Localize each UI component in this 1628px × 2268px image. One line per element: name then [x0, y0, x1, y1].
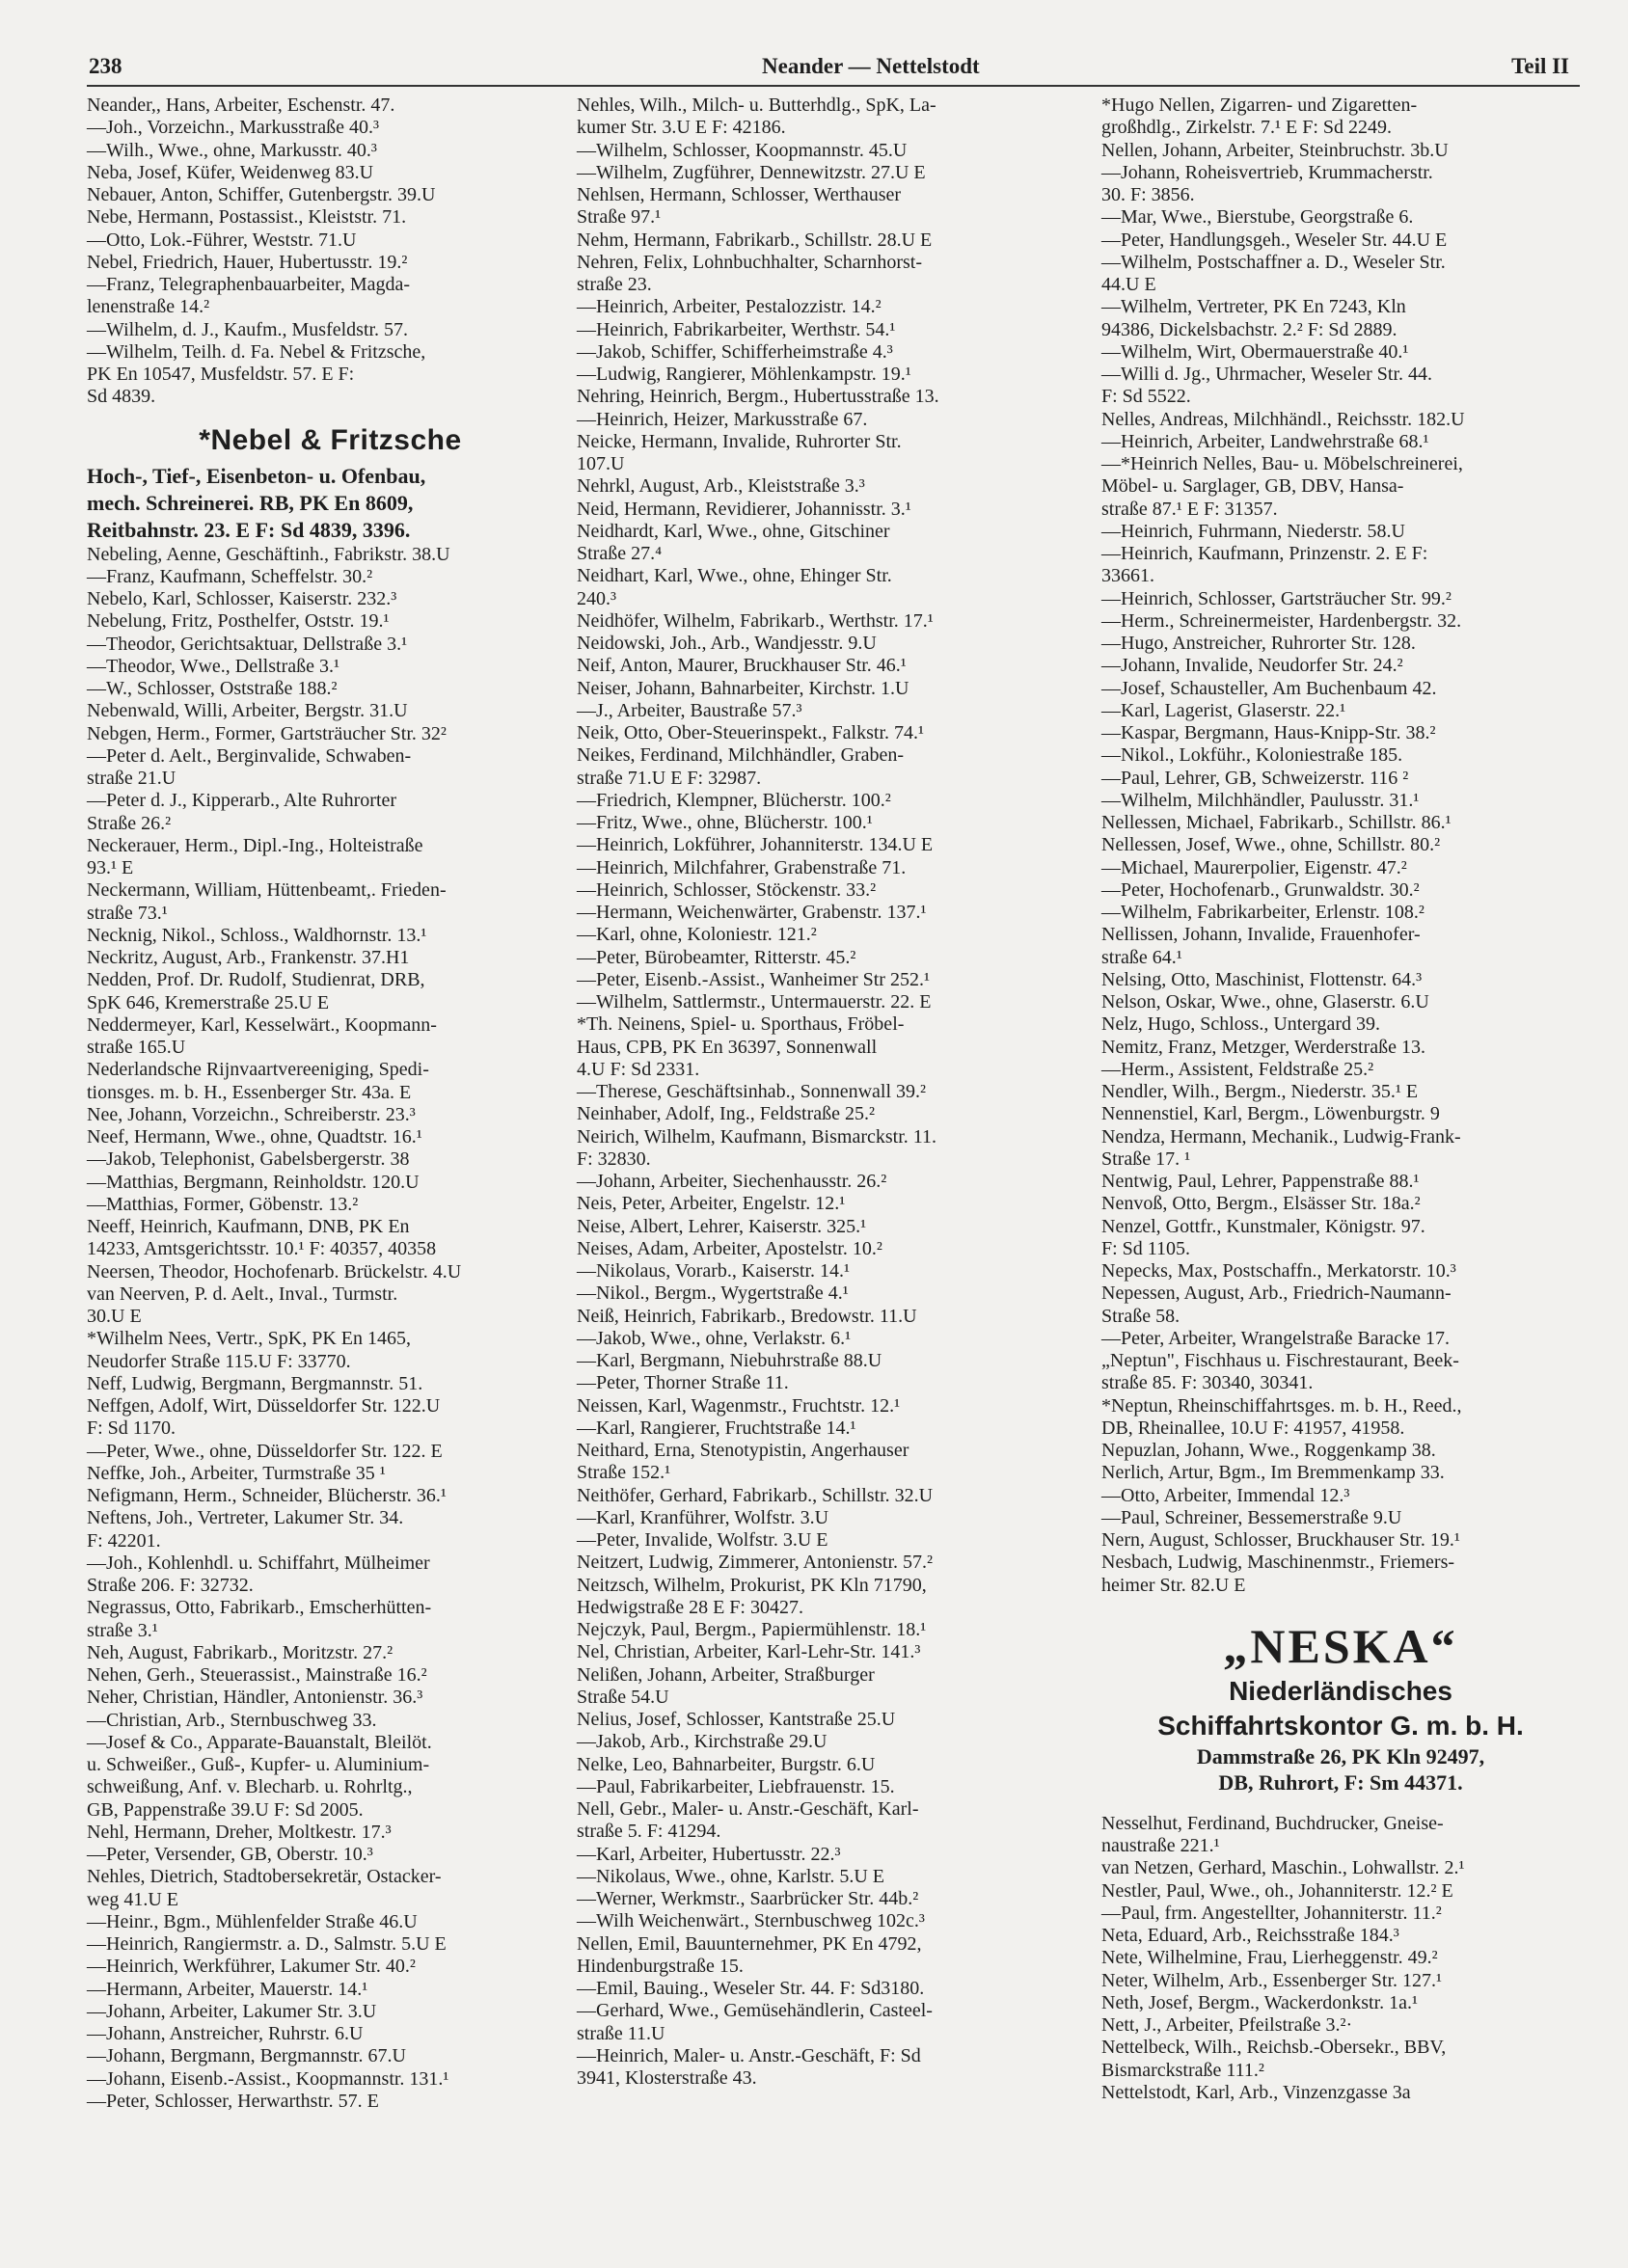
entry-line: Nete, Wilhelmine, Frau, Lierheggenstr. 49.²	[1101, 1947, 1438, 1969]
entry-line: —Christian, Arb., Sternbuschweg 33.	[87, 1709, 377, 1731]
entry-line: —Theodor, Gerichtsaktuar, Dellstraße 3.¹	[87, 633, 408, 655]
entry-line: Nehring, Heinrich, Bergm., Hubertusstraße 13.	[577, 386, 939, 408]
entry-line: *Wilhelm Nees, Vertr., SpK, PK En 1465,	[87, 1328, 412, 1350]
header-rule	[87, 85, 1580, 87]
entry-line: Nettelbeck, Wilh., Reichsb.-Obersekr., BBV,	[1101, 2037, 1447, 2059]
entry-line: —Otto, Arbeiter, Immendal 12.³	[1101, 1484, 1350, 1506]
entry-line: Nepuzlan, Johann, Wwe., Roggenkamp 38.	[1101, 1440, 1436, 1461]
entry-line: —Wilhelm, Milchhändler, Paulusstr. 31.¹	[1101, 789, 1420, 811]
entry-line: 4.U F: Sd 2331.	[577, 1058, 700, 1080]
entry-line: —Jakob, Schiffer, Schifferheimstraße 4.³	[577, 340, 893, 363]
entry-line: —Peter, Thorner Straße 11.	[577, 1372, 789, 1394]
entry-line: Nepecks, Max, Postschaffn., Merkatorstr. 10.³	[1101, 1260, 1456, 1282]
entry-line: Nebeling, Aenne, Geschäftinh., Fabrikstr. 38.U	[87, 543, 450, 565]
entry-line: —*Heinrich Nelles, Bau- u. Möbelschreinerei,	[1101, 453, 1463, 474]
entry-line: 93.¹ E	[87, 857, 134, 878]
entry-line: —Peter, Invalide, Wolfstr. 3.U E	[577, 1529, 828, 1551]
entry-line: Nehles, Wilh., Milch- u. Butterhdlg., SpK, La-	[577, 94, 936, 116]
entry-line: Nebauer, Anton, Schiffer, Gutenbergstr. 39.U	[87, 184, 436, 205]
entry-line: —Heinrich, Arbeiter, Pestalozzistr. 14.²	[577, 296, 882, 318]
entry-line: Nett, J., Arbeiter, Pfeilstraße 3.²·	[1101, 2014, 1353, 2036]
entry-line: Nehrkl, August, Arb., Kleiststraße 3.³	[577, 475, 865, 498]
entry-line: —Johann, Arbeiter, Lakumer Str. 3.U	[87, 2000, 377, 2022]
entry-line: —Otto, Lok.-Führer, Weststr. 71.U	[87, 229, 357, 251]
entry-line: —Wilhelm, Schlosser, Koopmannstr. 45.U	[577, 139, 908, 161]
entry-line: Nehles, Dietrich, Stadtobersekretär, Ostacker-	[87, 1866, 442, 1888]
entry-line: straße 5. F: 41294.	[577, 1821, 721, 1843]
entry-line: schweißung, Anf. v. Blecharb. u. Rohrltg.,	[87, 1776, 413, 1798]
entry-line: —Matthias, Bergmann, Reinholdstr. 120.U	[87, 1171, 420, 1193]
entry-line: —Nikol., Lokführ., Koloniestraße 185.	[1101, 744, 1403, 767]
entry-line: Nellessen, Josef, Wwe., ohne, Schillstr. 80.²	[1101, 834, 1441, 856]
entry-line: —Ludwig, Rangierer, Möhlenkampstr. 19.¹	[577, 364, 911, 385]
entry-line: F: Sd 5522.	[1101, 386, 1191, 408]
entry-line: Nehl, Hermann, Dreher, Moltkestr. 17.³	[87, 1821, 392, 1843]
entry-line: Neitzsch, Wilhelm, Prokurist, PK Kln 71790,	[577, 1574, 927, 1596]
column-1	[87, 94, 574, 2113]
entry-line: 44.U E	[1101, 274, 1156, 295]
entry-line: —Joh., Kohlenhdl. u. Schiffahrt, Mülheimer	[87, 1552, 430, 1574]
entry-line: Neftens, Joh., Vertreter, Lakumer Str. 34.	[87, 1507, 404, 1529]
entry-line: straße 11.U	[577, 2022, 665, 2044]
entry-line: Nelz, Hugo, Schloss., Untergard 39.	[1101, 1013, 1381, 1036]
entry-line: —Heinrich, Schlosser, Stöckenstr. 33.²	[577, 878, 877, 901]
entry-line: Straße 58.	[1101, 1305, 1180, 1327]
entry-line: 30.U E	[87, 1306, 142, 1327]
entry-line: Nebe, Hermann, Postassist., Kleiststr. 71.	[87, 206, 407, 229]
entry-line: Nee, Johann, Vorzeichn., Schreiberstr. 23.³	[87, 1103, 416, 1125]
entry-line: straße 85. F: 30340, 30341.	[1101, 1372, 1314, 1394]
entry-line: Nehen, Gerh., Steuerassist., Mainstraße 16.²	[87, 1664, 427, 1686]
entry-line: Nellessen, Michael, Fabrikarb., Schillstr. 86.¹	[1101, 812, 1452, 833]
entry-line: Neissen, Karl, Wagenmstr., Fruchtstr. 12.¹	[577, 1394, 901, 1417]
entry-line: —Johann, Roheisvertrieb, Krummacherstr.	[1101, 161, 1433, 183]
entry-line: SpK 646, Kremerstraße 25.U E	[87, 991, 330, 1013]
entry-line: Nennenstiel, Karl, Bergm., Löwenburgstr. 9	[1101, 1103, 1440, 1125]
entry-line: großhdlg., Zirkelstr. 7.¹ E F: Sd 2249.	[1101, 117, 1392, 139]
entry-line: —Johann, Invalide, Neudorfer Str. 24.²	[1101, 655, 1403, 677]
entry-line: —Karl, Bergmann, Niebuhrstraße 88.U	[577, 1350, 882, 1371]
entry-line: —Nikol., Bergm., Wygertstraße 4.¹	[577, 1282, 849, 1305]
entry-line: naustraße 221.¹	[1101, 1835, 1220, 1856]
entry-line: Nettelstodt, Karl, Arb., Vinzenzgasse 3a	[1101, 2081, 1411, 2103]
entry-line: Nelson, Oskar, Wwe., ohne, Glaserstr. 6.U	[1101, 991, 1429, 1012]
entry-line: —Werner, Werkmstr., Saarbrücker Str. 44b.²	[577, 1888, 919, 1909]
entry-line: —Paul, Lehrer, GB, Schweizerstr. 116 ²	[1101, 767, 1409, 789]
entry-line: straße 165.U	[87, 1037, 186, 1058]
entry-line: —Heinrich, Fuhrmann, Niederstr. 58.U	[1101, 520, 1405, 542]
entry-line: DB, Rheinallee, 10.U F: 41957, 41958.	[1101, 1417, 1405, 1439]
entry-line: Nejczyk, Paul, Bergm., Papiermühlenstr. 18.¹	[577, 1619, 927, 1640]
entry-line: PK En 10547, Musfeldstr. 57. E F:	[87, 364, 355, 385]
entry-line: —Peter, Bürobeamter, Ritterstr. 45.²	[577, 946, 856, 968]
entry-line: —Karl, Kranführer, Wolfstr. 3.U	[577, 1506, 829, 1528]
entry-line: —Johann, Arbeiter, Siechenhausstr. 26.²	[577, 1171, 887, 1192]
entry-line: *Th. Neinens, Spiel- u. Sporthaus, Fröbel-	[577, 1013, 905, 1036]
entry-line: —Jakob, Telephonist, Gabelsbergerstr. 38	[87, 1148, 410, 1171]
entry-line: straße 23.	[577, 274, 652, 295]
page-header	[87, 48, 1577, 83]
entry-line: —Peter, Eisenb.-Assist., Wanheimer Str 252.¹	[577, 968, 930, 990]
entry-line: Neidhart, Karl, Wwe., ohne, Ehinger Str.	[577, 565, 892, 587]
entry-line: —Hermann, Arbeiter, Mauerstr. 14.¹	[87, 1978, 368, 2000]
entry-line: —Wilhelm, Wirt, Obermauerstraße 40.¹	[1101, 340, 1409, 363]
entry-line: 94386, Dickelsbachstr. 2.² F: Sd 2889.	[1101, 318, 1397, 340]
entry-line: Nestler, Paul, Wwe., oh., Johanniterstr. 12.² E	[1101, 1879, 1453, 1902]
ad-line: Schiffahrtskontor G. m. b. H.	[1157, 1710, 1524, 1741]
entry-line: *Hugo Nellen, Zigarren- und Zigaretten-	[1101, 94, 1418, 116]
entry-line: —Wilhelm, Sattlermstr., Untermauerstr. 22. E	[577, 991, 932, 1012]
entry-line: —Matthias, Former, Göbenstr. 13.²	[87, 1193, 359, 1215]
entry-line: Nedden, Prof. Dr. Rudolf, Studienrat, DRB,	[87, 969, 425, 991]
entry-line: —Jakob, Arb., Kirchstraße 29.U	[577, 1731, 828, 1753]
entry-line: —Johann, Eisenb.-Assist., Koopmannstr. 131.¹	[87, 2067, 449, 2090]
entry-line: F: Sd 1105.	[1101, 1237, 1191, 1259]
entry-line: —Kaspar, Bergmann, Haus-Knipp-Str. 38.²	[1101, 722, 1436, 743]
entry-line: —Peter, Hochofenarb., Grunwaldstr. 30.²	[1101, 878, 1420, 901]
entry-line: Nesbach, Ludwig, Maschinenmstr., Friemers-	[1101, 1552, 1455, 1574]
entry-line: —Mar, Wwe., Bierstube, Georgstraße 6.	[1101, 206, 1414, 229]
entry-line: Nellissen, Johann, Invalide, Frauenhofer-	[1101, 924, 1421, 946]
entry-line: —W., Schlosser, Oststraße 188.²	[87, 678, 338, 699]
entry-line: —Nikolaus, Wwe., ohne, Karlstr. 5.U E	[577, 1865, 885, 1887]
entry-line: —Paul, Schreiner, Bessemerstraße 9.U	[1101, 1506, 1402, 1528]
entry-line: —Karl, Arbeiter, Hubertusstr. 22.³	[577, 1843, 841, 1865]
entry-line: 30. F: 3856.	[1101, 184, 1195, 205]
entry-line: Nebgen, Herm., Former, Gartsträucher Str. 32²	[87, 722, 447, 744]
entry-line: Straße 26.²	[87, 812, 172, 834]
entry-line: —Peter d. Aelt., Berginvalide, Schwaben-	[87, 744, 412, 767]
entry-line: —Gerhard, Wwe., Gemüsehändlerin, Casteel-	[577, 2000, 933, 2022]
entry-line: —Paul, frm. Angestellter, Johanniterstr. 11.²	[1101, 1902, 1442, 1924]
entry-line: Hedwigstraße 28 E F: 30427.	[577, 1596, 803, 1618]
entry-line: —Wilhelm, Teilh. d. Fa. Nebel & Fritzsche,	[87, 340, 426, 363]
entry-line: Nederlandsche Rijnvaartvereeniging, Spedi-	[87, 1059, 429, 1081]
entry-line: —Friedrich, Klempner, Blücherstr. 100.²	[577, 789, 891, 811]
entry-line: Neises, Adam, Arbeiter, Apostelstr. 10.²	[577, 1237, 882, 1259]
entry-line: Neif, Anton, Maurer, Bruckhauser Str. 46.¹	[577, 655, 907, 677]
entry-line: Möbel- u. Sarglager, GB, DBV, Hansa-	[1101, 475, 1404, 498]
entry-line: GB, Pappenstraße 39.U F: Sd 2005.	[87, 1798, 364, 1821]
entry-line: —Wilh Weichenwärt., Sternbuschweg 102c.³	[577, 1910, 925, 1932]
entry-line: Necknig, Nikol., Schloss., Waldhornstr. 13.¹	[87, 924, 427, 946]
entry-line: Nelles, Andreas, Milchhändl., Reichsstr. 182.U	[1101, 408, 1465, 430]
entry-line: Neik, Otto, Ober-Steuerinspekt., Falkstr. 74.¹	[577, 722, 924, 743]
entry-line: F: 42201.	[87, 1529, 161, 1552]
entry-line: —Herm., Schreinermeister, Hardenbergstr. 32.	[1101, 609, 1462, 632]
entry-line: Nelius, Josef, Schlosser, Kantstraße 25.U	[577, 1709, 896, 1730]
entry-line: Neudorfer Straße 115.U F: 33770.	[87, 1350, 351, 1372]
entry-line: „Neptun", Fischhaus u. Fischrestaurant, Beek-	[1101, 1350, 1459, 1371]
entry-line: Neeff, Heinrich, Kaufmann, DNB, PK En	[87, 1216, 410, 1237]
entry-line: Neckritz, August, Arb., Frankenstr. 37.H1	[87, 947, 410, 968]
entry-line: —Franz, Kaufmann, Scheffelstr. 30.²	[87, 565, 373, 587]
entry-line: —Emil, Bauing., Weseler Str. 44. F: Sd3180.	[577, 1978, 925, 1999]
entry-line: Neiß, Heinrich, Fabrikarb., Bredowstr. 11.U	[577, 1305, 917, 1327]
entry-line: Nendza, Hermann, Mechanik., Ludwig-Frank-	[1101, 1125, 1461, 1148]
entry-line: van Neerven, P. d. Aelt., Inval., Turmstr.	[87, 1282, 398, 1305]
entry-line: lenenstraße 14.²	[87, 296, 210, 318]
entry-line: —Wilhelm, Vertreter, PK En 7243, Kln	[1101, 296, 1406, 318]
entry-line: —Heinrich, Schlosser, Gartsträucher Str. 99.²	[1101, 587, 1452, 609]
entry-line: —Heinrich, Arbeiter, Landwehrstraße 68.¹	[1101, 430, 1429, 452]
entry-line: Neckermann, William, Hüttenbeamt,. Frieden-	[87, 879, 447, 902]
entry-line: Neidhöfer, Wilhelm, Fabrikarb., Werthstr. 17.¹	[577, 609, 934, 632]
entry-line: —Jakob, Wwe., ohne, Verlakstr. 6.¹	[577, 1327, 852, 1349]
entry-line: Nesselhut, Ferdinand, Buchdrucker, Gneise-	[1101, 1812, 1444, 1834]
entry-line: *Neptun, Rheinschiffahrtsges. m. b. H., Reed.,	[1101, 1394, 1462, 1417]
entry-line: Neher, Christian, Händler, Antonienstr. 36.³	[87, 1687, 423, 1709]
entry-line: Nenzel, Gottfr., Kunstmaler, Königstr. 97.	[1101, 1215, 1425, 1237]
entry-line: —Wilhelm, d. J., Kaufm., Musfeldstr. 57.	[87, 318, 409, 340]
entry-line: —Therese, Geschäftsinhab., Sonnenwall 39.²	[577, 1081, 927, 1102]
column-3	[1101, 94, 1580, 2104]
entry-line: Neinhaber, Adolf, Ing., Feldstraße 25.²	[577, 1103, 876, 1125]
entry-line: —Heinrich, Lokführer, Johanniterstr. 134.U E	[577, 834, 934, 856]
ad-title: *Nebel & Fritzsche	[199, 423, 462, 456]
entry-line: —Johann, Anstreicher, Ruhrstr. 6.U	[87, 2023, 364, 2044]
entry-line: straße 3.¹	[87, 1619, 158, 1641]
entry-line: Nendler, Wilh., Bergm., Niederstr. 35.¹ E	[1101, 1081, 1419, 1102]
entry-line: Neid, Hermann, Revidierer, Johannisstr. 3.¹	[577, 498, 911, 520]
entry-line: Nenvoß, Otto, Bergm., Elsässer Str. 18a.²	[1101, 1193, 1421, 1215]
entry-line: Straße 17. ¹	[1101, 1148, 1191, 1170]
entry-line: Neckerauer, Herm., Dipl.-Ing., Holteistraße	[87, 834, 423, 856]
ad-line: mech. Schreinerei. RB, PK En 8609,	[87, 490, 414, 515]
entry-line: —Peter, Arbeiter, Wrangelstraße Baracke 17.	[1101, 1327, 1450, 1349]
entry-line: —Wilhelm, Postschaffner a. D., Weseler Str.	[1101, 251, 1446, 273]
entry-line: Neithöfer, Gerhard, Fabrikarb., Schillstr. 32.U	[577, 1484, 934, 1506]
entry-line: Nepessen, August, Arb., Friedrich-Naumann-	[1101, 1282, 1452, 1305]
entry-line: —J., Arbeiter, Baustraße 57.³	[577, 699, 802, 721]
entry-line: Neddermeyer, Karl, Kesselwärt., Koopmann-	[87, 1013, 437, 1036]
entry-line: Nehm, Hermann, Fabrikarb., Schillstr. 28.U E	[577, 229, 933, 251]
entry-line: u. Schweißer., Guß-, Kupfer- u. Aluminium-	[87, 1754, 430, 1775]
entry-line: Neidhardt, Karl, Wwe., ohne, Gitschiner	[577, 520, 890, 542]
entry-line: —Theodor, Wwe., Dellstraße 3.¹	[87, 655, 339, 677]
ad-line: Reitbahnstr. 23. E F: Sd 4839, 3396.	[87, 517, 411, 542]
entry-line: Straße 54.U	[577, 1686, 669, 1708]
entry-line: —Heinrich, Rangiermstr. a. D., Salmstr. 5.U E	[87, 1933, 447, 1955]
entry-line: —Hugo, Anstreicher, Ruhrorter Str. 128.	[1101, 633, 1416, 654]
entry-line: —Herm., Assistent, Feldstraße 25.²	[1101, 1058, 1374, 1080]
entry-line: Negrassus, Otto, Fabrikarb., Emscherhütten-	[87, 1597, 432, 1619]
entry-line: Neff, Ludwig, Bergmann, Bergmannstr. 51.	[87, 1372, 423, 1394]
entry-line: Nebelung, Fritz, Posthelfer, Oststr. 19.¹	[87, 610, 390, 633]
entry-line: straße 21.U	[87, 768, 176, 789]
entry-line: —Heinrich, Milchfahrer, Grabenstraße 71.	[577, 856, 907, 878]
entry-line: van Netzen, Gerhard, Maschin., Lohwallstr. 2.¹	[1101, 1857, 1465, 1879]
entry-line: Nehlsen, Hermann, Schlosser, Werthauser	[577, 184, 902, 205]
entry-line: Straße 97.¹	[577, 206, 662, 229]
entry-line: Nern, August, Schlosser, Bruckhauser Str. 19.¹	[1101, 1529, 1460, 1551]
entry-line: —Hermann, Weichenwärter, Grabenstr. 137.¹	[577, 902, 927, 923]
entry-line: —Peter, Handlungsgeh., Weseler Str. 44.U E	[1101, 229, 1448, 251]
entry-line: —Peter d. J., Kipperarb., Alte Ruhrorter	[87, 790, 397, 812]
entry-line: Nebel, Friedrich, Hauer, Hubertusstr. 19.²	[87, 251, 408, 273]
entry-line: straße 64.¹	[1101, 946, 1182, 968]
entry-line: Nellen, Emil, Bauunternehmer, PK En 4792,	[577, 1932, 922, 1955]
entry-line: F: 32830.	[577, 1148, 651, 1170]
entry-line: —Heinrich, Werkführer, Lakumer Str. 40.²	[87, 1956, 416, 1978]
entry-line: Nellen, Johann, Arbeiter, Steinbruchstr. 3b.U	[1101, 139, 1449, 161]
entry-line: —Karl, Rangierer, Fruchtstraße 14.¹	[577, 1417, 856, 1439]
entry-line: Nelke, Leo, Bahnarbeiter, Burgstr. 6.U	[577, 1753, 876, 1775]
entry-line: 3941, Klosterstraße 43.	[577, 2067, 757, 2089]
ad-line: Hoch-, Tief-, Eisenbeton- u. Ofenbau,	[87, 463, 426, 488]
ad-line: Dammstraße 26, PK Kln 92497,	[1196, 1743, 1485, 1768]
entry-line: Neis, Peter, Arbeiter, Engelstr. 12.¹	[577, 1193, 846, 1215]
column-2	[577, 94, 1061, 2090]
entry-line: Haus, CPB, PK En 36397, Sonnenwall	[577, 1036, 878, 1058]
entry-line: Neitzert, Ludwig, Zimmerer, Antonienstr. 57.²	[577, 1552, 934, 1574]
entry-line: Bismarckstraße 111.²	[1101, 2059, 1264, 2081]
entry-line: Neiser, Johann, Bahnarbeiter, Kirchstr. 1.U	[577, 677, 909, 699]
entry-line: —Willi d. Jg., Uhrmacher, Weseler Str. 44.	[1101, 364, 1433, 385]
entry-line: heimer Str. 82.U E	[1101, 1574, 1246, 1596]
entry-line: Neffgen, Adolf, Wirt, Düsseldorfer Str. 122.U	[87, 1395, 441, 1417]
entry-line: 107.U	[577, 453, 625, 474]
entry-line: Neise, Albert, Lehrer, Kaiserstr. 325.¹	[577, 1215, 867, 1237]
entry-line: Neersen, Theodor, Hochofenarb. Brückelstr. 4.U	[87, 1260, 462, 1282]
entry-line: Hindenburgstraße 15.	[577, 1955, 744, 1977]
entry-line: —Wilhelm, Zugführer, Dennewitzstr. 27.U E	[577, 161, 926, 183]
entry-line: kumer Str. 3.U E F: 42186.	[577, 117, 786, 139]
entry-line: —Franz, Telegraphenbauarbeiter, Magda-	[87, 274, 411, 295]
entry-line: Neikes, Ferdinand, Milchhändler, Graben-	[577, 744, 905, 767]
entry-line: 33661.	[1101, 565, 1154, 587]
entry-line: —Michael, Maurerpolier, Eigenstr. 47.²	[1101, 856, 1407, 878]
entry-line: —Johann, Bergmann, Bergmannstr. 67.U	[87, 2045, 406, 2067]
entry-line: Neh, August, Fabrikarb., Moritzstr. 27.²	[87, 1641, 393, 1663]
entry-line: Neter, Wilhelm, Arb., Essenberger Str. 127.¹	[1101, 1969, 1443, 1991]
entry-line: Nelißen, Johann, Arbeiter, Straßburger	[577, 1663, 875, 1686]
entry-line: Nefigmann, Herm., Schneider, Blücherstr. 36.¹	[87, 1485, 447, 1506]
entry-line: Neidowski, Joh., Arb., Wandjesstr. 9.U	[577, 633, 877, 654]
entry-line: —Heinrich, Heizer, Markusstraße 67.	[577, 408, 868, 430]
entry-line: Neth, Josef, Bergm., Wackerdonkstr. 1a.¹	[1101, 1991, 1419, 2013]
entry-line: Nebelo, Karl, Schlosser, Kaiserstr. 232.³	[87, 588, 397, 609]
entry-line: —Fritz, Wwe., ohne, Blücherstr. 100.¹	[577, 812, 873, 833]
entry-line: —Peter, Schlosser, Herwarthstr. 57. E	[87, 2090, 379, 2112]
ad-title: „NESKA“	[1223, 1618, 1458, 1673]
entry-line: 240.³	[577, 587, 616, 609]
entry-line: Nell, Gebr., Maler- u. Anstr.-Geschäft, Karl-	[577, 1798, 919, 1820]
entry-line: —Peter, Versender, GB, Oberstr. 10.³	[87, 1844, 373, 1865]
entry-line: —Wilh., Wwe., ohne, Markusstr. 40.³	[87, 139, 377, 161]
entry-line: —Heinrich, Kaufmann, Prinzenstr. 2. E F:	[1101, 543, 1428, 564]
entry-line: —Joh., Vorzeichn., Markusstraße 40.³	[87, 117, 379, 139]
entry-line: Straße 27.⁴	[577, 543, 663, 564]
ad-line: Niederländisches	[1229, 1675, 1452, 1706]
entry-line: Nebenwald, Willi, Arbeiter, Bergstr. 31.U	[87, 700, 408, 722]
entry-line: Sd 4839.	[87, 386, 156, 408]
entry-line: Neirich, Wilhelm, Kaufmann, Bismarckstr. 11.	[577, 1125, 937, 1148]
entry-line: F: Sd 1170.	[87, 1418, 176, 1440]
entry-line: —Peter, Wwe., ohne, Düsseldorfer Str. 122. E	[87, 1440, 443, 1462]
entry-line: —Wilhelm, Fabrikarbeiter, Erlenstr. 108.²	[1101, 902, 1424, 923]
entry-line: —Karl, ohne, Koloniestr. 121.²	[577, 924, 817, 946]
entry-line: Neffke, Joh., Arbeiter, Turmstraße 35 ¹	[87, 1462, 386, 1484]
page-range-title: Neander — Nettelstodt	[762, 54, 980, 78]
page-number: 238	[89, 54, 122, 78]
entry-line: Nerlich, Artur, Bgm., Im Bremmenkamp 33.	[1101, 1462, 1445, 1484]
entry-line: Neef, Hermann, Wwe., ohne, Quadtstr. 16.¹	[87, 1126, 422, 1148]
entry-line: weg 41.U E	[87, 1888, 178, 1910]
entry-line: —Heinrich, Maler- u. Anstr.-Geschäft, F: Sd	[577, 2044, 921, 2066]
entry-line: Nentwig, Paul, Lehrer, Pappenstraße 88.¹	[1101, 1171, 1420, 1192]
entry-line: 14233, Amtsgerichtsstr. 10.¹ F: 40357, 40358	[87, 1238, 437, 1260]
entry-line: Nelsing, Otto, Maschinist, Flottenstr. 64.³	[1101, 968, 1423, 990]
ad-line: DB, Ruhrort, F: Sm 44371.	[1218, 1769, 1463, 1795]
part-label: Teil II	[1511, 54, 1569, 78]
entry-line: Straße 206. F: 32732.	[87, 1575, 254, 1596]
entry-line: —Heinr., Bgm., Mühlenfelder Straße 46.U	[87, 1910, 418, 1932]
entry-line: —Josef, Schausteller, Am Buchenbaum 42.	[1101, 677, 1437, 699]
entry-line: Straße 152.¹	[577, 1462, 671, 1484]
entry-line: —Paul, Fabrikarbeiter, Liebfrauenstr. 15.	[577, 1775, 895, 1797]
entry-line: straße 73.¹	[87, 902, 168, 924]
entry-line: Neander,, Hans, Arbeiter, Eschenstr. 47.	[87, 94, 395, 116]
entry-line: tionsges. m. b. H., Essenberger Str. 43a. E	[87, 1081, 412, 1103]
entry-line: —Heinrich, Fabrikarbeiter, Werthstr. 54.¹	[577, 318, 896, 340]
entry-line: Nemitz, Franz, Metzger, Werderstraße 13.	[1101, 1036, 1425, 1058]
entry-line: straße 87.¹ E F: 31357.	[1101, 498, 1278, 520]
entry-line: —Josef & Co., Apparate-Bauanstalt, Bleilöt.	[87, 1731, 432, 1753]
entry-line: Neicke, Hermann, Invalide, Ruhrorter Str.	[577, 430, 902, 452]
entry-line: straße 71.U E F: 32987.	[577, 767, 762, 789]
entry-line: Neba, Josef, Küfer, Weidenweg 83.U	[87, 161, 374, 183]
entry-line: —Nikolaus, Vorarb., Kaiserstr. 14.¹	[577, 1260, 851, 1282]
entry-line: Nel, Christian, Arbeiter, Karl-Lehr-Str. 141.³	[577, 1641, 921, 1663]
entry-line: Neta, Eduard, Arb., Reichsstraße 184.³	[1101, 1925, 1399, 1946]
advertisement	[87, 424, 574, 544]
entry-line: Neithard, Erna, Stenotypistin, Angerhauser	[577, 1440, 909, 1461]
entry-line: Nehren, Felix, Lohnbuchhalter, Scharnhorst-	[577, 251, 922, 273]
entry-line: —Karl, Lagerist, Glaserstr. 22.¹	[1101, 699, 1346, 721]
advertisement	[1101, 1618, 1580, 1796]
